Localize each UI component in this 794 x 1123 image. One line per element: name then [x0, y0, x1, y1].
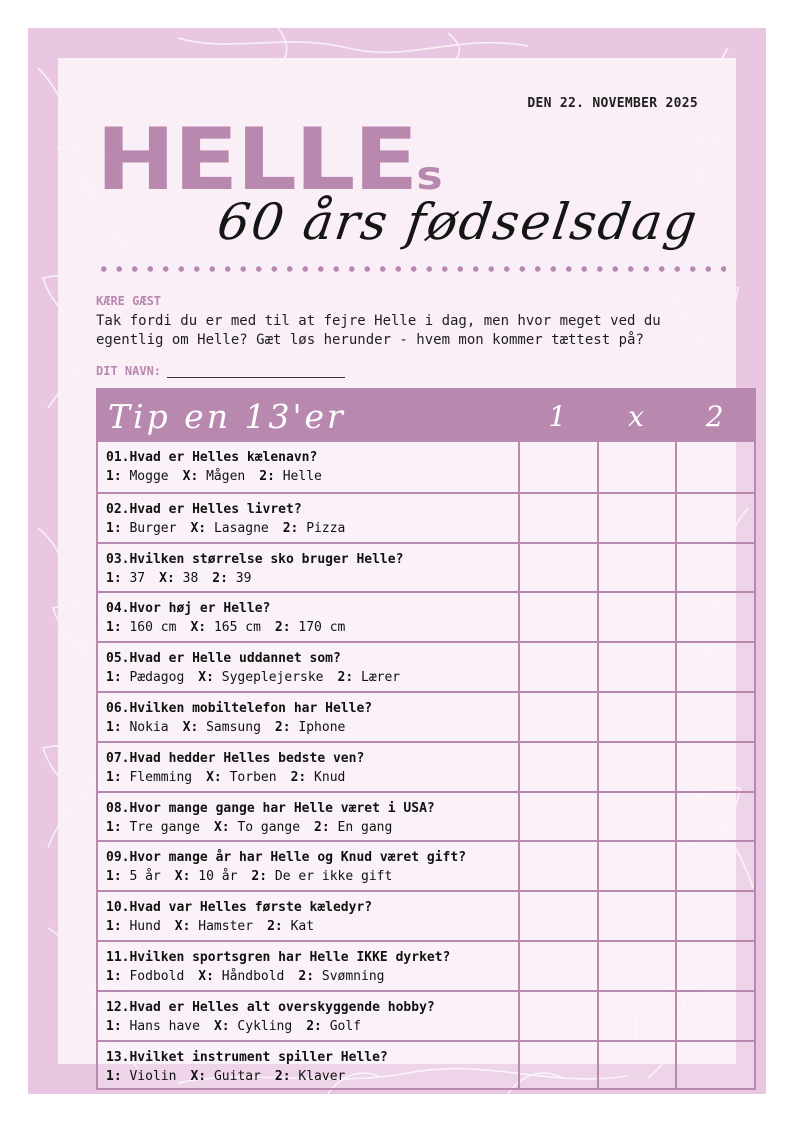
- answer-box-2[interactable]: [675, 942, 754, 990]
- option-x-text: Hamster: [198, 919, 254, 935]
- option-2-text: Knud: [314, 769, 346, 785]
- option-x-label: X:: [213, 1018, 230, 1034]
- option-x-label: X:: [190, 620, 207, 636]
- option-1-label: 1:: [106, 919, 122, 935]
- answer-box-x[interactable]: [597, 842, 676, 890]
- option-2-text: Pizza: [306, 520, 346, 536]
- option-1-text: Nokia: [129, 719, 169, 735]
- option-2-text: Helle: [282, 469, 322, 484]
- answer-box-2[interactable]: [675, 793, 754, 841]
- answer-box-x[interactable]: [597, 643, 676, 691]
- option-1-label: 1:: [106, 1068, 122, 1084]
- option-x-text: Cykling: [237, 1018, 293, 1034]
- answer-box-1[interactable]: [518, 892, 597, 940]
- option-x-label: X:: [190, 1068, 207, 1084]
- answer-box-x[interactable]: [597, 992, 676, 1040]
- option-2-label: 2:: [267, 919, 283, 935]
- answer-box-2[interactable]: [675, 1042, 754, 1090]
- table-row: [98, 492, 754, 542]
- answer-options: [106, 967, 510, 986]
- option-x-label: X:: [206, 769, 222, 785]
- table-row: [98, 442, 754, 492]
- option-2-label: 2:: [251, 869, 268, 885]
- option-2-label: 2:: [298, 968, 315, 984]
- option-1-label: 1:: [106, 968, 122, 984]
- name-heading: [96, 110, 443, 210]
- answer-box-2[interactable]: [675, 494, 754, 542]
- option-1-text: 37: [129, 570, 146, 586]
- option-2-text: En gang: [337, 819, 393, 835]
- answer-box-2[interactable]: [675, 544, 754, 592]
- table-row: [98, 741, 754, 791]
- question-text: 01.Hvad er Helles kælenavn?: [106, 450, 318, 465]
- quiz-table: [96, 388, 756, 1090]
- answer-options: [106, 618, 510, 637]
- question-cell: [98, 1042, 518, 1090]
- option-1-label: 1:: [106, 469, 122, 484]
- answer-options: [106, 917, 510, 936]
- answer-box-x[interactable]: [597, 593, 676, 641]
- option-x-label: X:: [182, 719, 199, 735]
- option-x-text: 10 år: [198, 869, 238, 885]
- table-row: [98, 691, 754, 741]
- option-1-text: Fodbold: [129, 968, 185, 984]
- option-1-text: 5 år: [129, 869, 161, 885]
- question-text: 08.Hvor mange gange har Helle været i USA?: [106, 800, 435, 816]
- intro-text: Tak fordi du er med til at fejre Helle i dag, men hvor meget ved du egentlig om Helle? Gæt løs herunder - hvem mon kommer tættest på?: [96, 313, 661, 348]
- question-cell: [98, 892, 518, 940]
- option-1-text: Mogge: [129, 469, 169, 484]
- table-body: [98, 442, 754, 1089]
- question-text: 12.Hvad er Helles alt overskyggende hobby?: [106, 999, 435, 1015]
- option-x-text: To gange: [237, 819, 301, 835]
- answer-box-1[interactable]: [518, 793, 597, 841]
- option-2-label: 2:: [212, 570, 228, 586]
- option-1-label: 1:: [106, 1018, 122, 1034]
- name-write-line[interactable]: [167, 365, 345, 378]
- question-text: 06.Hvilken mobiltelefon har Helle?: [106, 700, 373, 716]
- option-2-label: 2:: [274, 1068, 291, 1084]
- answer-box-x[interactable]: [597, 442, 676, 492]
- answer-box-1[interactable]: [518, 593, 597, 641]
- option-1-label: 1:: [106, 819, 122, 835]
- dotted-divider: [96, 266, 726, 272]
- answer-box-x[interactable]: [597, 892, 676, 940]
- question-cell: [98, 544, 518, 592]
- birthday-subtitle: 60 års fødselsdag: [213, 193, 703, 251]
- table-row: [98, 890, 754, 940]
- answer-box-2[interactable]: [675, 892, 754, 940]
- option-x-label: X:: [174, 869, 191, 885]
- question-cell: [98, 793, 518, 841]
- option-1-label: 1:: [106, 620, 122, 636]
- option-x-label: X:: [198, 968, 214, 984]
- option-2-text: Kat: [290, 919, 315, 935]
- option-x-text: Håndbold: [221, 968, 285, 984]
- question-text: 07.Hvad hedder Helles bedste ven?: [106, 750, 365, 766]
- option-x-label: X:: [190, 520, 207, 536]
- answer-box-1[interactable]: [518, 643, 597, 691]
- column-2: 2: [705, 399, 724, 433]
- answer-box-1[interactable]: [518, 743, 597, 791]
- answer-options: [106, 818, 510, 837]
- question-text: 04.Hvor høj er Helle?: [106, 601, 271, 617]
- option-1-text: Burger: [129, 520, 177, 536]
- option-x-label: X:: [213, 819, 230, 835]
- option-2-text: Lærer: [361, 670, 401, 686]
- option-2-text: 39: [235, 570, 252, 586]
- name-suffix: s: [416, 153, 443, 199]
- question-cell: [98, 643, 518, 691]
- option-x-label: X:: [182, 469, 199, 484]
- question-cell: [98, 593, 518, 641]
- question-text: 11.Hvilken sportsgren har Helle IKKE dyrket?: [106, 949, 451, 965]
- table-row: [98, 542, 754, 592]
- option-2-label: 2:: [274, 719, 291, 735]
- question-cell: [98, 942, 518, 990]
- option-x-text: Sygeplejerske: [221, 670, 324, 686]
- answer-box-2[interactable]: [675, 743, 754, 791]
- question-cell: [98, 743, 518, 791]
- option-1-label: 1:: [106, 769, 122, 785]
- answer-box-2[interactable]: [675, 842, 754, 890]
- answer-box-x[interactable]: [597, 693, 676, 741]
- question-text: 03.Hvilken størrelse sko bruger Helle?: [106, 551, 404, 567]
- table-row: [98, 1040, 754, 1090]
- option-x-label: X:: [159, 570, 175, 586]
- answer-box-1[interactable]: [518, 992, 597, 1040]
- option-2-label: 2:: [259, 469, 275, 484]
- question-text: 09.Hvor mange år har Helle og Knud været gift?: [106, 850, 467, 866]
- question-text: 02.Hvad er Helles livret?: [106, 501, 302, 517]
- greeting-label: KÆRE GÆST: [96, 294, 162, 308]
- question-cell: [98, 693, 518, 741]
- answer-box-1[interactable]: [518, 1042, 597, 1090]
- option-x-text: Samsung: [206, 719, 261, 735]
- option-2-text: Svømning: [321, 968, 385, 984]
- option-x-label: X:: [174, 919, 191, 935]
- answer-box-x[interactable]: [597, 544, 676, 592]
- answer-box-x[interactable]: [597, 793, 676, 841]
- option-2-text: Iphone: [298, 719, 346, 735]
- option-x-text: 165 cm: [213, 620, 261, 636]
- answer-box-1[interactable]: [518, 442, 597, 492]
- event-date: DEN 22. NOVEMBER 2025: [527, 96, 698, 111]
- table-row: [98, 940, 754, 990]
- option-x-label: X:: [198, 670, 214, 686]
- answer-box-x[interactable]: [597, 1042, 676, 1090]
- page-frame: [28, 28, 766, 1094]
- question-text: 10.Hvad var Helles første kæledyr?: [106, 900, 373, 916]
- answer-box-2[interactable]: [675, 442, 754, 492]
- option-1-text: Hans have: [129, 1018, 200, 1034]
- option-2-label: 2:: [274, 620, 291, 636]
- question-cell: [98, 442, 518, 492]
- question-cell: [98, 992, 518, 1040]
- option-x-text: Lasagne: [213, 520, 269, 536]
- answer-options: [106, 1017, 510, 1036]
- answer-box-2[interactable]: [675, 992, 754, 1040]
- question-cell: [98, 842, 518, 890]
- answer-box-1[interactable]: [518, 544, 597, 592]
- question-cell: [98, 494, 518, 542]
- option-2-text: Golf: [329, 1018, 362, 1034]
- option-2-text: De er ikke gift: [274, 869, 393, 885]
- option-1-text: Violin: [129, 1068, 177, 1084]
- answer-options: [106, 768, 510, 787]
- table-row: [98, 990, 754, 1040]
- answer-box-2[interactable]: [675, 593, 754, 641]
- answer-box-2[interactable]: [675, 693, 754, 741]
- option-1-label: 1:: [106, 520, 122, 536]
- option-x-text: Mågen: [206, 469, 246, 484]
- question-text: 13.Hvilket instrument spiller Helle?: [106, 1049, 388, 1065]
- option-1-label: 1:: [106, 570, 122, 586]
- name-label: DIT NAVN:: [96, 364, 162, 378]
- answer-box-1[interactable]: [518, 942, 597, 990]
- column-1: 1: [548, 399, 567, 433]
- option-1-text: 160 cm: [129, 620, 177, 636]
- option-2-text: Klaver: [298, 1068, 346, 1084]
- answer-options: [106, 718, 510, 737]
- option-x-text: Guitar: [213, 1068, 261, 1084]
- option-2-label: 2:: [337, 670, 354, 686]
- table-title: Tip en 13'er: [108, 396, 346, 436]
- option-2-label: 2:: [290, 769, 307, 785]
- answer-options: [106, 569, 510, 588]
- answer-options: [106, 668, 510, 687]
- option-x-text: 38: [182, 570, 199, 586]
- question-text: 05.Hvad er Helle uddannet som?: [106, 651, 341, 667]
- option-1-text: Flemming: [129, 769, 193, 785]
- option-2-label: 2:: [306, 1018, 322, 1034]
- option-1-label: 1:: [106, 719, 122, 735]
- option-2-text: 170 cm: [298, 620, 346, 636]
- table-row: [98, 840, 754, 890]
- answer-box-x[interactable]: [597, 743, 676, 791]
- column-x: x: [628, 399, 644, 433]
- option-x-text: Torben: [229, 769, 277, 785]
- option-1-label: 1:: [106, 869, 122, 885]
- content-panel: [58, 58, 736, 1084]
- answer-box-2[interactable]: [675, 643, 754, 691]
- option-1-text: Pædagog: [129, 670, 185, 686]
- answer-box-1[interactable]: [518, 494, 597, 542]
- option-1-text: Tre gange: [129, 819, 200, 835]
- table-row: [98, 641, 754, 691]
- option-1-text: Hund: [129, 919, 161, 935]
- name-big: HELLE: [96, 110, 417, 210]
- table-row: [98, 591, 754, 641]
- option-1-label: 1:: [106, 670, 122, 686]
- answer-options: [106, 867, 510, 886]
- table-header: [98, 390, 754, 442]
- answer-box-1[interactable]: [518, 842, 597, 890]
- name-field-row: [96, 364, 345, 378]
- answer-options: [106, 467, 510, 486]
- option-2-label: 2:: [314, 819, 330, 835]
- answer-box-x[interactable]: [597, 494, 676, 542]
- answer-options: [106, 1067, 510, 1086]
- answer-options: [106, 519, 510, 538]
- answer-box-x[interactable]: [597, 942, 676, 990]
- option-2-label: 2:: [282, 520, 299, 536]
- table-row: [98, 791, 754, 841]
- answer-box-1[interactable]: [518, 693, 597, 741]
